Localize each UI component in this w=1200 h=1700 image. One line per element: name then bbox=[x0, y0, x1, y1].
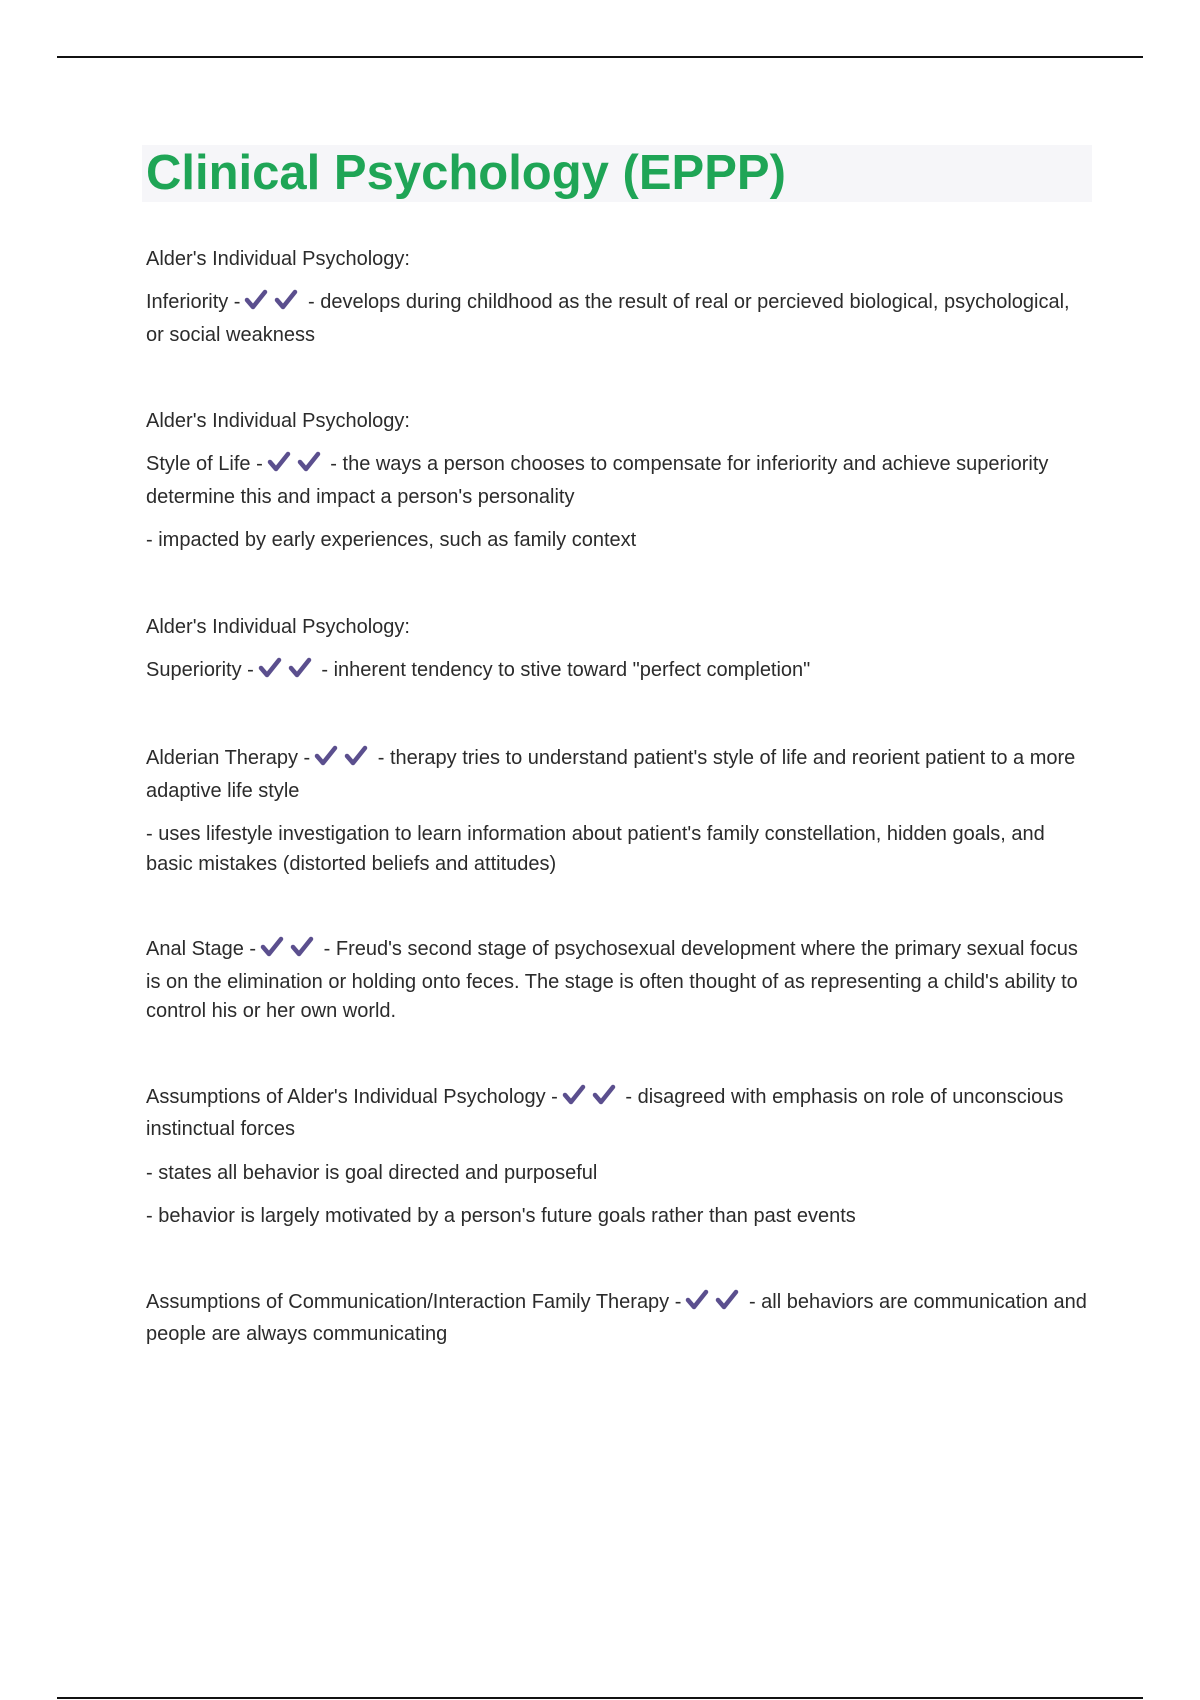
entry-definition: Assumptions of Communication/Interaction Family Therapy - - all behaviors are communication and people are always communicating bbox=[146, 1290, 1087, 1345]
entry-heading: Alder's Individual Psychology: bbox=[146, 615, 410, 638]
check-icon bbox=[274, 289, 298, 311]
entry-term: Superiority bbox=[146, 658, 242, 681]
entry-heading: Alder's Individual Psychology: bbox=[146, 410, 410, 432]
check-icon bbox=[288, 657, 312, 679]
check-icon bbox=[592, 1084, 616, 1106]
entry-extra-line: - uses lifestyle investigation to learn information about patient's family constellation, hidden goals, and basic mistakes (distorted beliefs and attitudes) bbox=[146, 823, 1045, 875]
check-icon bbox=[258, 657, 282, 679]
entry-definition-text: - Freud's second stage of psychosexual development where the primary sexual focus is on the elimination or holding onto feces. The stage is often thought of as representing a child's ability to control his or her own world. bbox=[146, 938, 1078, 1022]
double-check-icon bbox=[267, 451, 321, 483]
entry-definition: Style of Life - - the ways a person chooses to compensate for inferiority and achieve superiority determine this and impact a person's personality bbox=[146, 453, 1049, 508]
check-icon bbox=[344, 745, 368, 767]
entry-extra-line: - states all behavior is goal directed and purposeful bbox=[146, 1161, 598, 1184]
entry-term: Inferiority bbox=[146, 291, 229, 313]
entry-definition-text: - develops during childhood as the result of real or percieved biological, psychological, or social weakness bbox=[146, 291, 1070, 346]
entry-definition: Anal Stage - - Freud's second stage of psychosexual development where the primary sexual focus is on the elimination or holding onto feces. The stage is often thought of as representing a child's ability to control his or her own world. bbox=[146, 938, 1078, 1022]
check-icon bbox=[562, 1084, 586, 1106]
entry-anal-stage bbox=[146, 935, 1092, 1027]
check-icon bbox=[715, 1289, 739, 1311]
entry-extra-line: - impacted by early experiences, such as family context bbox=[146, 529, 637, 551]
entry-definition: Assumptions of Alder's Individual Psychology - - disagreed with emphasis on role of unconscious instinctual forces bbox=[146, 1085, 1064, 1140]
entry-definition-text: - the ways a person chooses to compensate for inferiority and achieve superiority determine this and impact a person's personality bbox=[146, 453, 1049, 508]
entry-term: Assumptions of Communication/Interaction Family Therapy bbox=[146, 1290, 670, 1313]
entry-alderian-therapy bbox=[146, 744, 1092, 879]
check-icon bbox=[260, 936, 284, 958]
entry-definition: Inferiority - - develops during childhood as the result of real or percieved biological, psychological, or social weakness bbox=[146, 291, 1070, 346]
entry-heading: Alder's Individual Psychology: bbox=[146, 248, 410, 270]
double-check-icon bbox=[314, 745, 368, 777]
check-icon bbox=[267, 451, 291, 473]
double-check-icon bbox=[244, 289, 298, 321]
top-rule bbox=[57, 56, 1143, 58]
entry-term: Style of Life bbox=[146, 453, 251, 475]
double-check-icon bbox=[260, 936, 314, 968]
entry-definition-text: - therapy tries to understand patient's style of life and reorient patient to a more adaptive life style bbox=[146, 747, 1076, 802]
entry-definition-text: - inherent tendency to stive toward "perfect completion" bbox=[315, 658, 811, 681]
entry-inferiority bbox=[146, 244, 1092, 350]
check-icon bbox=[685, 1289, 709, 1311]
flashcard-list bbox=[146, 236, 1092, 1372]
check-icon bbox=[244, 289, 268, 311]
entry-term: Assumptions of Alder's Individual Psychology bbox=[146, 1085, 546, 1108]
document-title: Clinical Psychology (EPPP) bbox=[146, 146, 786, 200]
entry-definition-text: - all behaviors are communication and people are always communicating bbox=[146, 1290, 1087, 1345]
entry-style-of-life bbox=[146, 406, 1092, 556]
entry-assumptions-alder bbox=[146, 1083, 1092, 1232]
entry-superiority bbox=[146, 612, 1092, 689]
entry-assumptions-communication bbox=[146, 1288, 1092, 1350]
entry-definition: Superiority - - inherent tendency to stive toward "perfect completion" bbox=[146, 656, 1092, 689]
entry-term: Anal Stage bbox=[146, 938, 244, 960]
check-icon bbox=[297, 451, 321, 473]
double-check-icon bbox=[685, 1289, 739, 1321]
double-check-icon bbox=[258, 657, 312, 689]
double-check-icon bbox=[562, 1084, 616, 1116]
entry-definition: Alderian Therapy - - therapy tries to understand patient's style of life and reorient patient to a more adaptive life style bbox=[146, 747, 1076, 802]
entry-term: Alderian Therapy bbox=[146, 747, 298, 769]
entry-definition-text: - disagreed with emphasis on role of unconscious instinctual forces bbox=[146, 1085, 1064, 1140]
check-icon bbox=[290, 936, 314, 958]
check-icon bbox=[314, 745, 338, 767]
bottom-rule bbox=[57, 1697, 1143, 1699]
entry-extra-line: - behavior is largely motivated by a person's future goals rather than past events bbox=[146, 1205, 856, 1227]
